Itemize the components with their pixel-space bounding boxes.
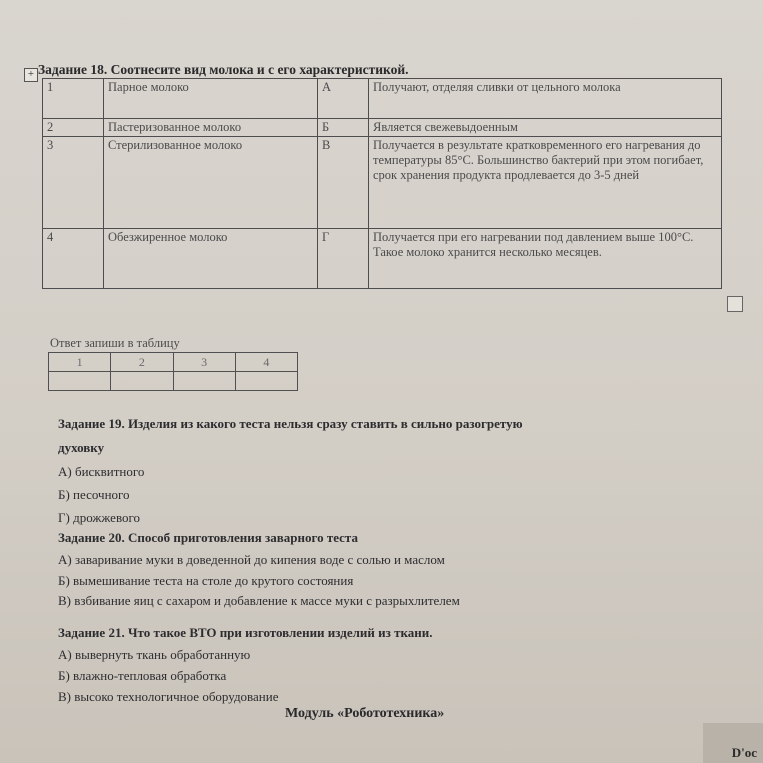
task-20-option: А) заваривание муки в доведенной до кипения воде с солью и маслом <box>58 552 445 567</box>
task-18-title: Задание 18. Соотнесите вид молока и с его характеристикой. <box>38 62 409 77</box>
task-20-option: В) взбивание яиц с сахаром и добавление к массе муки с разрыхлителем <box>58 593 460 608</box>
table-row <box>43 79 722 119</box>
table-row <box>43 229 722 289</box>
table-row <box>43 137 722 229</box>
row-letter: А <box>318 79 369 119</box>
milk-type: Стерилизованное молоко <box>104 137 318 229</box>
task-21-option: В) высоко технологичное оборудование <box>58 689 279 704</box>
answer-cell[interactable] <box>49 372 111 391</box>
row-number: 3 <box>43 137 104 229</box>
task-19-title: Задание 19. Изделия из какого теста нельзя сразу ставить в сильно разогретую <box>58 416 523 431</box>
corner-label: D'ос <box>731 745 757 760</box>
row-number: 1 <box>43 79 104 119</box>
answer-cell[interactable] <box>173 372 235 391</box>
task-20-title: Задание 20. Способ приготовления заварного теста <box>58 530 358 545</box>
answer-header-cell: 1 <box>49 353 111 372</box>
answer-header-cell: 2 <box>111 353 173 372</box>
row-number: 4 <box>43 229 104 289</box>
answer-cell[interactable] <box>111 372 173 391</box>
milk-type: Парное молоко <box>104 79 318 119</box>
task-21-option: А) вывернуть ткань обработанную <box>58 647 251 662</box>
task-19-option: Б) песочного <box>58 487 130 502</box>
task-20-option: Б) вымешивание теста на столе до крутого состояния <box>58 573 354 588</box>
answer-input-row <box>49 372 298 391</box>
table-row <box>43 119 722 137</box>
task-21-option: Б) влажно-тепловая обработка <box>58 668 227 683</box>
module-heading: Модуль «Робототехника» <box>285 706 445 721</box>
answer-cell[interactable] <box>235 372 297 391</box>
milk-description: Получают, отделяя сливки от цельного молока <box>369 79 722 119</box>
milk-description: Получается в результате кратковременного его нагревания до температуры 85°С. Большинство бактерий при этом погибает, срок хранения продукта продлевается до 3-5 дней <box>369 137 722 229</box>
answer-header-cell: 4 <box>235 353 297 372</box>
matching-table <box>42 78 722 289</box>
task-19-option: А) бисквитного <box>58 464 145 479</box>
table-move-handle-icon[interactable]: + <box>24 68 38 82</box>
milk-type: Пастеризованное молоко <box>104 119 318 137</box>
milk-description: Является свежевыдоенным <box>369 119 722 137</box>
task-19-option: Г) дрожжевого <box>58 510 141 525</box>
milk-type: Обезжиренное молоко <box>104 229 318 289</box>
answer-header-row <box>49 353 298 372</box>
milk-description: Получается при его нагревании под давлением выше 100°С. Такое молоко хранится несколько месяцев. <box>369 229 722 289</box>
row-letter: Б <box>318 119 369 137</box>
row-number: 2 <box>43 119 104 137</box>
task-21-title: Задание 21. Что такое ВТО при изготовлении изделий из ткани. <box>58 625 433 640</box>
row-letter: В <box>318 137 369 229</box>
row-letter: Г <box>318 229 369 289</box>
task-19-title-cont: духовку <box>58 440 105 455</box>
table-resize-handle-icon[interactable] <box>727 296 743 312</box>
answer-header-cell: 3 <box>173 353 235 372</box>
answer-table <box>48 352 298 391</box>
answer-caption: Ответ запиши в таблицу <box>50 336 180 350</box>
